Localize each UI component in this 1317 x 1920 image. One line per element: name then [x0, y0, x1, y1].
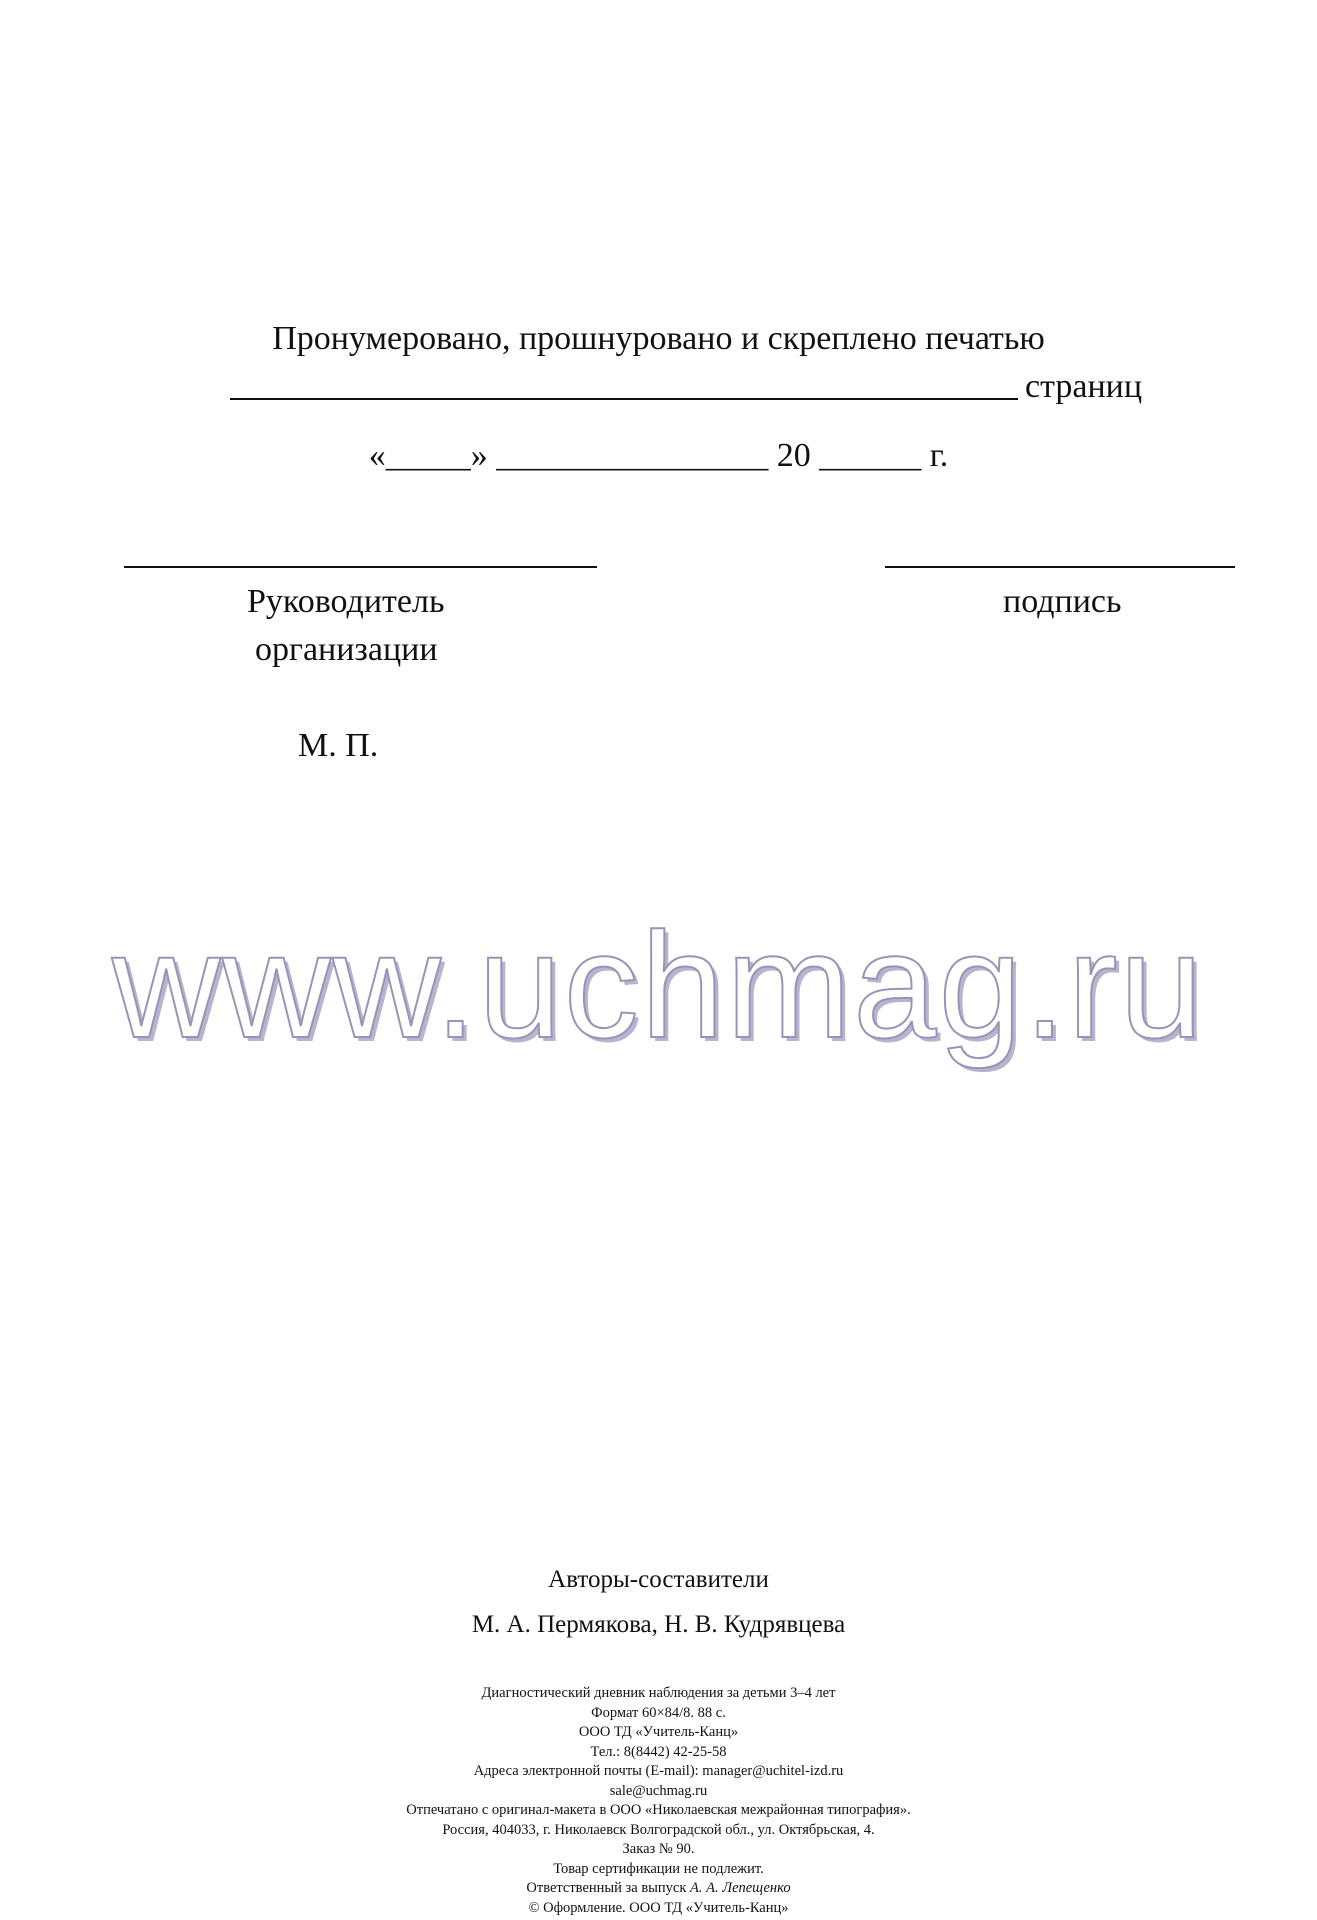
certification-heading: Пронумеровано, прошнуровано и скреплено печатью — [272, 320, 1045, 357]
imprint-email-line: Адреса электронной почты (E-mail): manager@uchitel-izd.ru — [473, 1763, 844, 1779]
date-line: «_____» ________________ 20 ______ г. — [368, 437, 949, 474]
authors-names: М. А. Пермякова, Н. В. Кудрявцева — [471, 1611, 846, 1638]
pages-count-blank-line — [230, 398, 1018, 400]
authors-heading: Авторы-составители — [548, 1566, 769, 1593]
imprint-responsible-name: А. А. Лепещенко — [690, 1880, 791, 1896]
imprint-responsible — [0, 1879, 1317, 1899]
director-label-line-1: Руководитель — [247, 583, 445, 620]
director-label-line-2: организации — [255, 631, 438, 668]
signature-blank-line — [885, 566, 1235, 568]
imprint-phone: Тел.: 8(8442) 42-25-58 — [590, 1743, 727, 1760]
seal-label: М. П. — [298, 727, 379, 764]
imprint-format: Формат 60×84/8. 88 с. — [591, 1704, 726, 1721]
imprint-responsible-label: Ответственный за выпуск — [526, 1880, 687, 1896]
imprint-printed: Отпечатано с оригинал-макета в ООО «Николаевская межрайонная типография». — [406, 1802, 911, 1818]
imprint-block — [0, 1684, 1317, 1918]
imprint-cert: Товар сертификации не подлежит. — [553, 1860, 764, 1877]
watermark-logo: www.uchmag.ru — [111, 901, 1206, 1069]
imprint-email-2: sale@uchmag.ru — [609, 1782, 708, 1799]
imprint-order: Заказ № 90. — [622, 1841, 695, 1857]
imprint-publisher: ООО ТД «Учитель-Канц» — [578, 1724, 739, 1740]
signature-label: подпись — [1003, 583, 1122, 620]
pages-label: страниц — [1025, 368, 1143, 405]
imprint-title: Диагностический дневник наблюдения за детьми 3–4 лет — [481, 1685, 836, 1701]
imprint-design: © Оформление. ООО ТД «Учитель-Канц» — [528, 1899, 789, 1916]
imprint-address: Россия, 404033, г. Николаевск Волгоградской обл., ул. Октябрьская, 4. — [442, 1821, 875, 1838]
director-signature-blank-line — [124, 566, 597, 568]
